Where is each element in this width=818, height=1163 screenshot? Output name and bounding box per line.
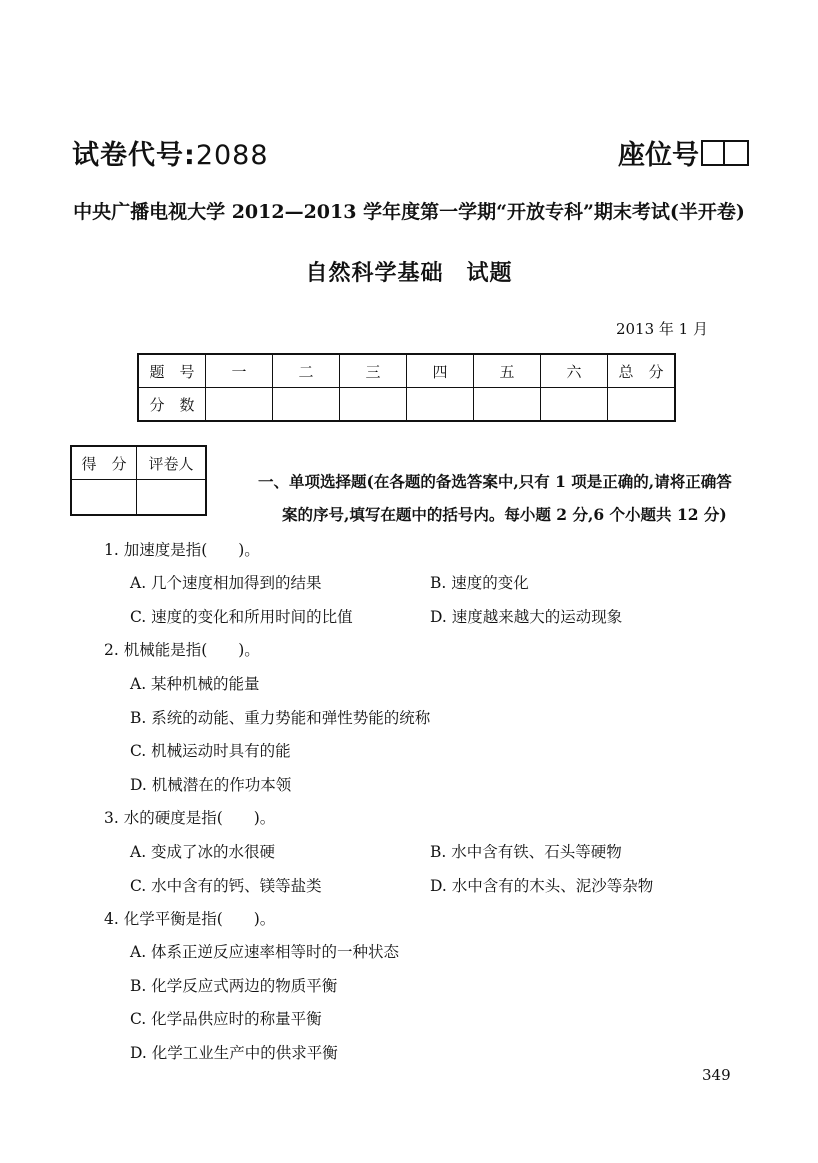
subject-title: 自然科学基础 试题 (305, 261, 513, 286)
score-cell (273, 388, 340, 422)
seat-box (701, 140, 725, 166)
paper-code-number: 2088 (195, 140, 269, 171)
question-option: D. 机械潜在的作功本领 (130, 776, 292, 794)
score-header-cell: 五 (474, 354, 541, 388)
paper-code (72, 133, 269, 172)
question-option: C. 机械运动时具有的能 (130, 742, 291, 760)
grader-score-label: 得 分 (71, 446, 137, 480)
question-stem: 4. 化学平衡是指( )。 (104, 910, 276, 928)
grader-blank-row (71, 480, 206, 516)
question-option: A. 几个速度相加得到的结果 (130, 574, 322, 592)
question-stem: 1. 加速度是指( )。 (104, 541, 260, 559)
question-option: D. 化学工业生产中的供求平衡 (130, 1044, 338, 1062)
score-cell (474, 388, 541, 422)
question-option: D. 速度越来越大的运动现象 (430, 608, 623, 626)
question-option: A. 某种机械的能量 (130, 675, 260, 693)
score-table-header-row (138, 354, 675, 388)
grader-table (70, 445, 207, 516)
question-option: C. 水中含有的钙、镁等盐类 (130, 877, 322, 895)
question-option: A. 变成了冰的水很硬 (130, 843, 276, 861)
score-header-cell: 三 (340, 354, 407, 388)
score-header-cell: 题 号 (138, 354, 206, 388)
score-table (137, 353, 676, 422)
question-option: C. 化学品供应时的称量平衡 (130, 1010, 322, 1028)
seat-number-boxes (701, 140, 749, 166)
score-header-cell: 一 (206, 354, 273, 388)
grader-header-row (71, 446, 206, 480)
score-cell (340, 388, 407, 422)
score-cell (407, 388, 474, 422)
exam-title: 中央广播电视大学 2012—2013 学年度第一学期“开放专科”期末考试(半开卷) (73, 201, 745, 223)
question-option: A. 体系正逆反应速率相等时的一种状态 (130, 943, 400, 961)
grader-name-label: 评卷人 (137, 446, 207, 480)
score-header-cell: 六 (541, 354, 608, 388)
score-table-score-row (138, 388, 675, 422)
grader-score-cell (71, 480, 137, 516)
question-option: B. 水中含有铁、石头等硬物 (430, 843, 622, 861)
section-heading-line1: 一、单项选择题(在各题的备选答案中,只有 1 项是正确的,请将正确答 (258, 472, 732, 491)
question-option: C. 速度的变化和所用时间的比值 (130, 608, 353, 626)
grader-name-cell (137, 480, 207, 516)
seat-box (725, 140, 749, 166)
score-cell (608, 388, 676, 422)
score-cell (541, 388, 608, 422)
score-cell (206, 388, 273, 422)
score-row-label: 分 数 (138, 388, 206, 422)
question-option: D. 水中含有的木头、泥沙等杂物 (430, 877, 654, 895)
seat-number-label: 座位号 (618, 140, 699, 171)
exam-date: 2013 年 1 月 (615, 320, 708, 338)
page-number: 349 (702, 1066, 731, 1084)
score-header-cell: 二 (273, 354, 340, 388)
question-stem: 3. 水的硬度是指( )。 (104, 809, 276, 827)
score-header-cell: 总 分 (608, 354, 676, 388)
seat-number (618, 133, 749, 172)
score-header-cell: 四 (407, 354, 474, 388)
question-option: B. 化学反应式两边的物质平衡 (130, 977, 338, 995)
question-option: B. 速度的变化 (430, 574, 529, 592)
question-stem: 2. 机械能是指( )。 (104, 641, 260, 659)
paper-code-label: 试卷代号: (72, 140, 196, 171)
question-option: B. 系统的动能、重力势能和弹性势能的统称 (130, 709, 431, 727)
section-heading-line2: 案的序号,填写在题中的括号内。每小题 2 分,6 个小题共 12 分) (282, 505, 727, 524)
